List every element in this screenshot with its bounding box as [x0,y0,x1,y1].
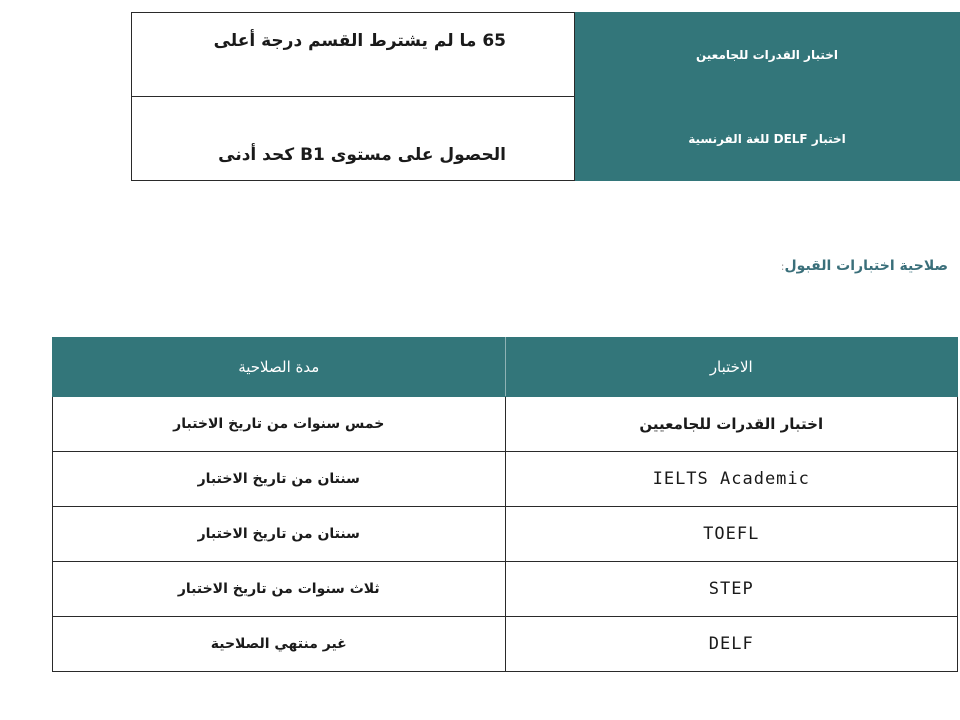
column-header-test: الاختبار [505,338,958,397]
table-row [53,507,958,562]
requirement-value: 65 ما لم يشترط القسم درجة أعلى [213,31,506,51]
table-row [53,397,958,452]
validity-duration-cell: سنتان من تاريخ الاختبار [53,452,506,507]
validity-duration-cell: خمس سنوات من تاريخ الاختبار [53,397,506,452]
table-row [53,617,958,672]
test-name-cell: STEP [505,562,958,617]
test-name-cell: DELF [505,617,958,672]
test-name-cell: اختبار القدرات للجامعيين [505,397,958,452]
table-row [53,562,958,617]
requirement-value-cell [132,13,575,97]
section-heading-text: صلاحية اختبارات القبول [784,258,948,274]
requirement-label-cell [575,13,960,97]
table-row [53,452,958,507]
requirement-value-cell [132,97,575,181]
test-name-cell: IELTS Academic [505,452,958,507]
admission-requirements-table [131,12,960,181]
section-heading [781,258,948,274]
requirement-row [132,97,960,181]
section-heading-colon: : [780,260,785,273]
validity-duration-cell: سنتان من تاريخ الاختبار [53,507,506,562]
test-validity-table [52,337,958,672]
requirement-value: الحصول على مستوى B1 كحد أدنى [218,145,506,165]
validity-duration-cell: ثلاث سنوات من تاريخ الاختبار [53,562,506,617]
requirement-row [132,13,960,97]
requirement-label: اختبار DELF للغة الفرنسية [688,131,846,146]
column-header-duration: مدة الصلاحية [53,338,506,397]
validity-duration-cell: غير منتهي الصلاحية [53,617,506,672]
test-name-cell: TOEFL [505,507,958,562]
table-header-row [53,338,958,397]
requirement-label: اختبار القدرات للجامعين [695,47,839,62]
requirement-label-cell [575,97,960,181]
